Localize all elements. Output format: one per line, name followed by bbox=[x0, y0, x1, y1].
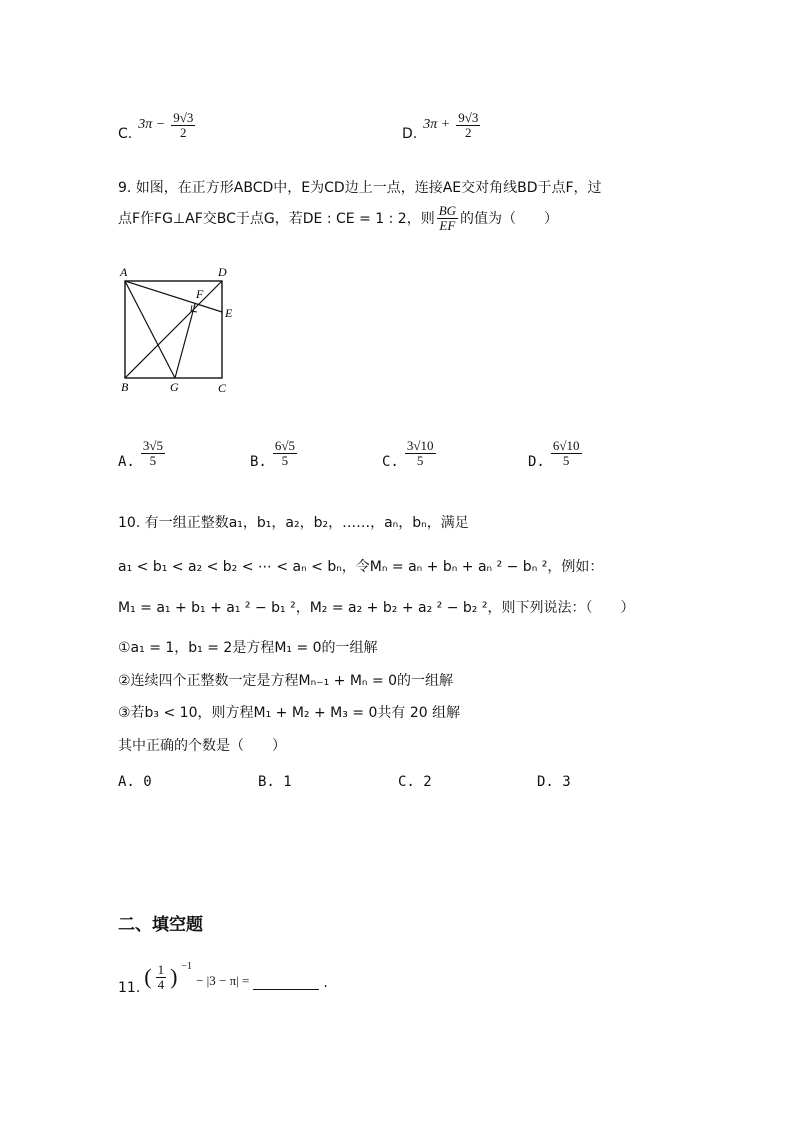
label-d: D bbox=[218, 265, 227, 279]
label-a: A bbox=[120, 265, 128, 279]
q9-option-c-num: 3√10 bbox=[406, 437, 434, 453]
q11-label: 11. bbox=[118, 980, 141, 996]
q8-option-c-num: 9√3 bbox=[173, 109, 194, 125]
q9-option-b-den: 5 bbox=[281, 452, 289, 468]
segment-gf bbox=[175, 304, 195, 378]
q8-option-d-fraction bbox=[456, 111, 480, 139]
q9-option-b-num: 6√5 bbox=[274, 437, 295, 453]
q10-line2: a₁ < b₁ < a₂ < b₂ < ⋯ < aₙ < bₙ，令Mₙ = aₙ + bₙ + aₙ ² − bₙ ²，例如： bbox=[118, 559, 604, 575]
q11-end: . bbox=[323, 975, 328, 991]
q8-option-c-den: 2 bbox=[180, 124, 187, 140]
q10-option-c: C. 2 bbox=[398, 774, 432, 790]
q9-option-d-num: 6√10 bbox=[552, 437, 580, 453]
label-g: G bbox=[170, 380, 179, 394]
q9-option-a-label: A. bbox=[118, 454, 135, 470]
q11-exponent: −1 bbox=[181, 960, 193, 972]
q9-option-a bbox=[118, 436, 165, 470]
q9-line2-post: 的值为（ ） bbox=[460, 211, 559, 228]
q9-option-c-den: 5 bbox=[416, 452, 424, 468]
diagonal-bd bbox=[125, 281, 222, 378]
q11-rest: − |3 − π| = bbox=[196, 973, 250, 988]
q10-line1: 10. 有一组正整数a₁，b₁，a₂，b₂，……，aₙ，bₙ，满足 bbox=[118, 515, 469, 531]
q9-option-a-fraction bbox=[141, 439, 165, 467]
q8-option-d-lead: 3π + bbox=[423, 117, 451, 132]
q10-question: 其中正确的个数是（ ） bbox=[118, 738, 286, 754]
q8-option-d-num: 9√3 bbox=[458, 109, 479, 125]
q9-option-d-label: D. bbox=[528, 454, 545, 470]
q11-left-paren: ( bbox=[144, 964, 152, 989]
label-f: F bbox=[196, 287, 204, 301]
q8-option-d-den: 2 bbox=[465, 124, 472, 140]
q10-statement-1: ①a₁ = 1，b₁ = 2是方程M₁ = 0的一组解 bbox=[118, 640, 378, 656]
q10-option-a: A. 0 bbox=[118, 774, 152, 790]
q9-line2 bbox=[118, 204, 558, 232]
q9-option-d bbox=[528, 436, 582, 470]
q9-option-a-num: 3√5 bbox=[142, 437, 163, 453]
q8-option-c-fraction bbox=[171, 111, 195, 139]
q9-option-d-den: 5 bbox=[562, 452, 570, 468]
label-b: B bbox=[121, 380, 129, 394]
q8-option-c bbox=[118, 108, 195, 142]
segment-ag bbox=[125, 281, 175, 378]
section-title: 二、填空题 bbox=[118, 915, 203, 935]
q9-option-b bbox=[250, 436, 297, 470]
q8-option-d-label: D. bbox=[402, 126, 418, 142]
segment-ae bbox=[125, 281, 222, 312]
q9-line2-pre: 点F作FG⊥AF交BC于点G，若DE : CE = 1 : 2，则 bbox=[118, 211, 435, 228]
q8-option-c-label: C. bbox=[118, 126, 133, 142]
label-e: E bbox=[225, 306, 233, 320]
q10-statement-3: ③若b₃ < 10，则方程M₁ + M₂ + M₃ = 0共有 20 组解 bbox=[118, 705, 461, 721]
q11-frac-num: 1 bbox=[157, 961, 165, 977]
q10-option-b: B. 1 bbox=[258, 774, 292, 790]
q8-option-c-lead: 3π − bbox=[138, 117, 166, 132]
q9-option-a-den: 5 bbox=[149, 452, 157, 468]
q10-line3: M₁ = a₁ + b₁ + a₁ ² − b₁ ²，M₂ = a₂ + b₂ + a₂ ² − b₂ ²，则下列说法：（ ） bbox=[118, 600, 635, 616]
q9-figure bbox=[112, 262, 242, 398]
q11-right-paren: ) bbox=[170, 964, 178, 989]
q9-option-c bbox=[382, 436, 436, 470]
q9-fraction bbox=[437, 204, 458, 232]
q11-frac-den: 4 bbox=[157, 976, 165, 992]
q9-line1: 9. 如图，在正方形ABCD中，E为CD边上一点，连接AE交对角线BD于点F，过 bbox=[118, 180, 602, 196]
q9-option-c-label: C. bbox=[382, 454, 399, 470]
q10-option-d: D. 3 bbox=[537, 774, 571, 790]
label-c: C bbox=[218, 381, 227, 395]
q9-option-d-fraction bbox=[551, 439, 582, 467]
q9-option-b-label: B. bbox=[250, 454, 267, 470]
q9-frac-num: BG bbox=[438, 203, 457, 218]
q11 bbox=[118, 958, 328, 996]
q11-fraction bbox=[156, 963, 167, 991]
q10-statement-2: ②连续四个正整数一定是方程Mₙ₋₁ + Mₙ = 0的一组解 bbox=[118, 673, 454, 689]
q8-option-d bbox=[402, 108, 480, 142]
q9-option-b-fraction bbox=[273, 439, 297, 467]
q9-option-c-fraction bbox=[405, 439, 436, 467]
q11-answer-blank[interactable] bbox=[253, 977, 319, 990]
q9-frac-den: EF bbox=[439, 217, 456, 233]
